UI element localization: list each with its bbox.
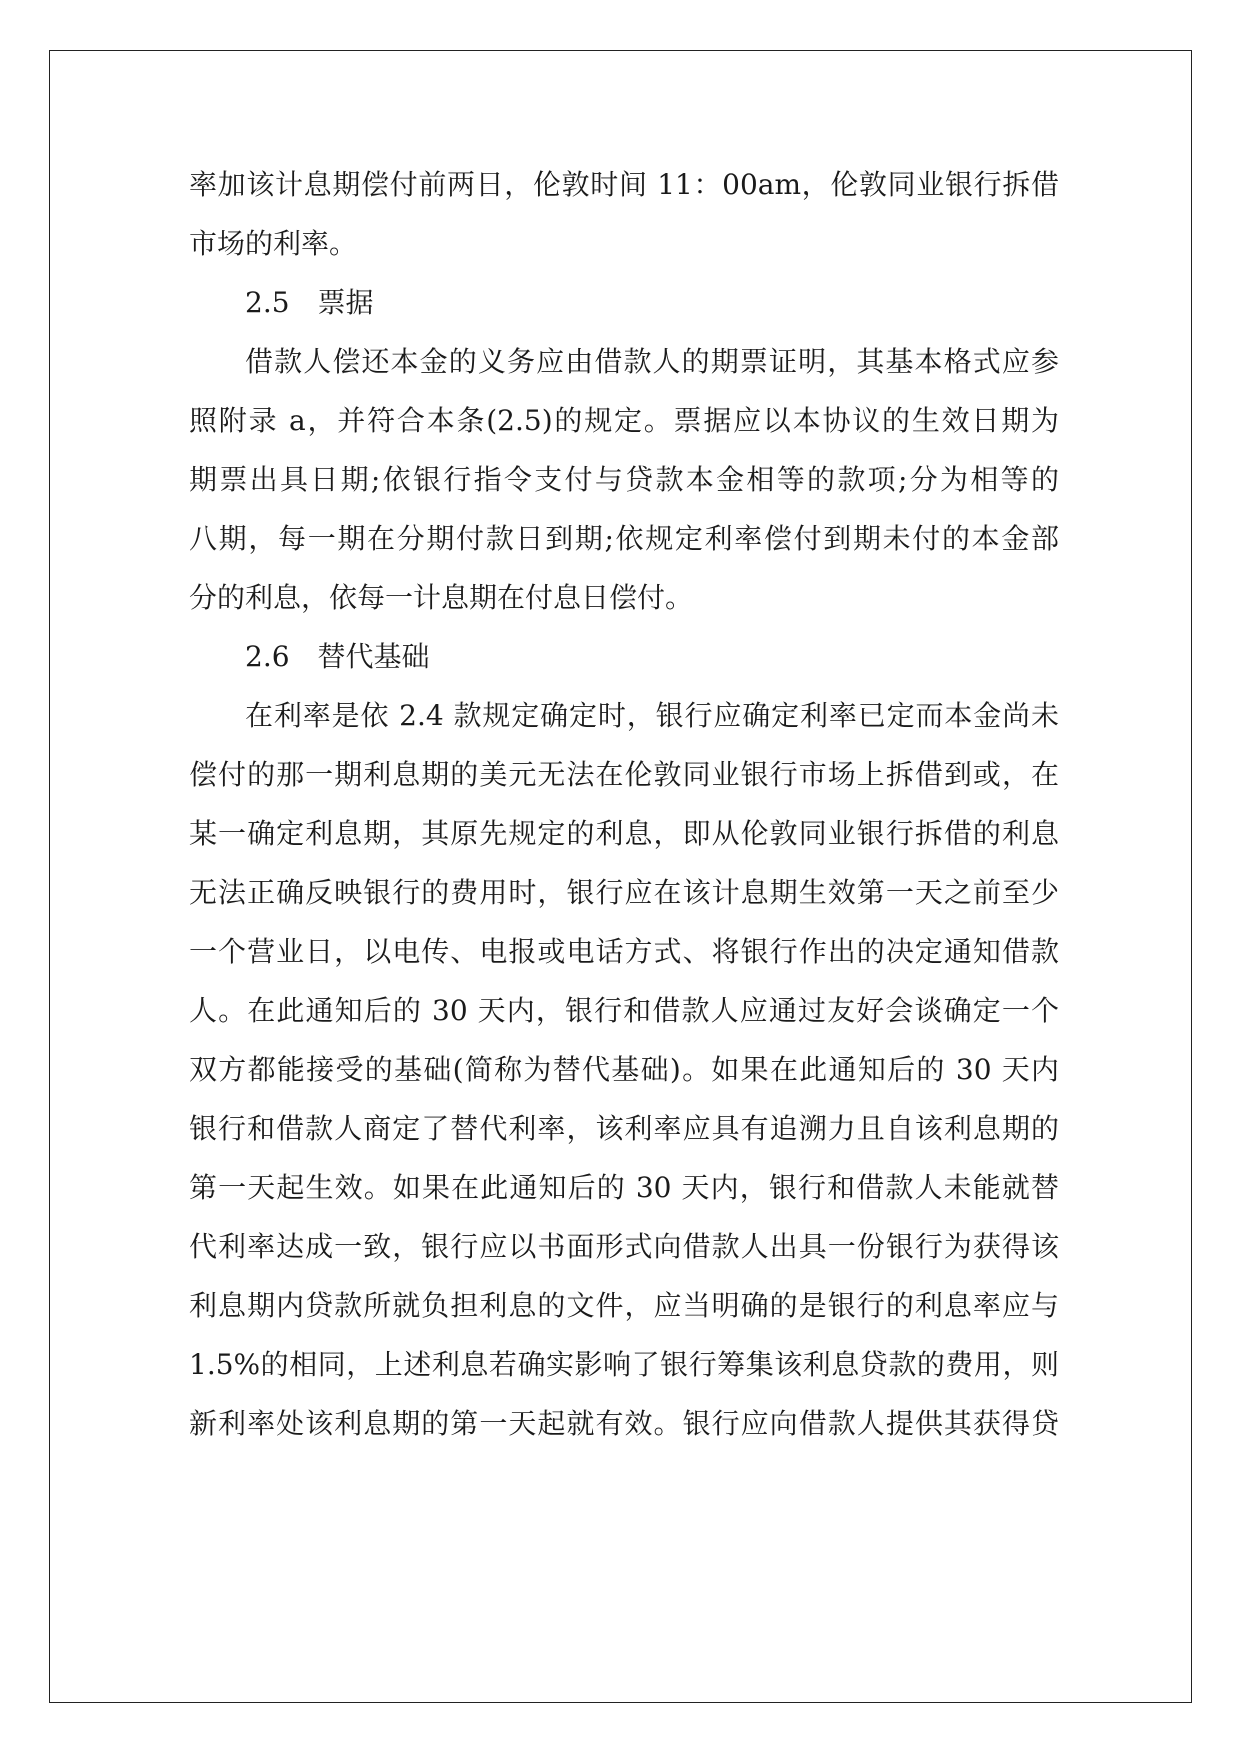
body-line: 利息期内贷款所就负担利息的文件，应当明确的是银行的利息率应与 xyxy=(189,1289,1059,1322)
body-line: 新利率处该利息期的第一天起就有效。银行应向借款人提供其获得贷 xyxy=(189,1407,1059,1440)
section-heading-2-6: 2.6 替代基础 xyxy=(245,640,430,673)
body-line: 率加该计息期偿付前两日，伦敦时间 11：00am，伦敦同业银行拆借 xyxy=(189,168,1059,201)
body-line: 偿付的那一期利息期的美元无法在伦敦同业银行市场上拆借到或，在 xyxy=(189,758,1059,791)
body-line: 在利率是依 2.4 款规定确定时，银行应确定利率已定而本金尚未 xyxy=(245,699,1059,732)
body-line: 人。在此通知后的 30 天内，银行和借款人应通过友好会谈确定一个 xyxy=(189,994,1059,1027)
document-body xyxy=(189,155,1059,1453)
body-line: 双方都能接受的基础(简称为替代基础)。如果在此通知后的 30 天内 xyxy=(189,1053,1059,1086)
body-line: 分的利息，依每一计息期在付息日偿付。 xyxy=(189,581,694,614)
body-line: 一个营业日，以电传、电报或电话方式、将银行作出的决定通知借款 xyxy=(189,935,1059,968)
body-line: 第一天起生效。如果在此通知后的 30 天内，银行和借款人未能就替 xyxy=(189,1171,1059,1204)
body-line: 八期，每一期在分期付款日到期;依规定利率偿付到期未付的本金部 xyxy=(189,522,1059,555)
body-line: 代利率达成一致，银行应以书面形式向借款人出具一份银行为获得该 xyxy=(189,1230,1059,1263)
body-line: 借款人偿还本金的义务应由借款人的期票证明，其基本格式应参 xyxy=(245,345,1059,378)
body-line: 某一确定利息期，其原先规定的利息，即从伦敦同业银行拆借的利息 xyxy=(189,817,1059,850)
body-line: 期票出具日期;依银行指令支付与贷款本金相等的款项;分为相等的 xyxy=(189,463,1059,496)
section-heading-2-5: 2.5 票据 xyxy=(245,286,374,319)
body-line: 照附录 a，并符合本条(2.5)的规定。票据应以本协议的生效日期为 xyxy=(189,404,1059,437)
body-line: 1.5%的相同，上述利息若确实影响了银行筹集该利息贷款的费用，则 xyxy=(189,1348,1059,1381)
body-line: 无法正确反映银行的费用时，银行应在该计息期生效第一天之前至少 xyxy=(189,876,1059,909)
body-line: 市场的利率。 xyxy=(189,227,358,260)
body-line: 银行和借款人商定了替代利率，该利率应具有追溯力且自该利息期的 xyxy=(189,1112,1059,1145)
